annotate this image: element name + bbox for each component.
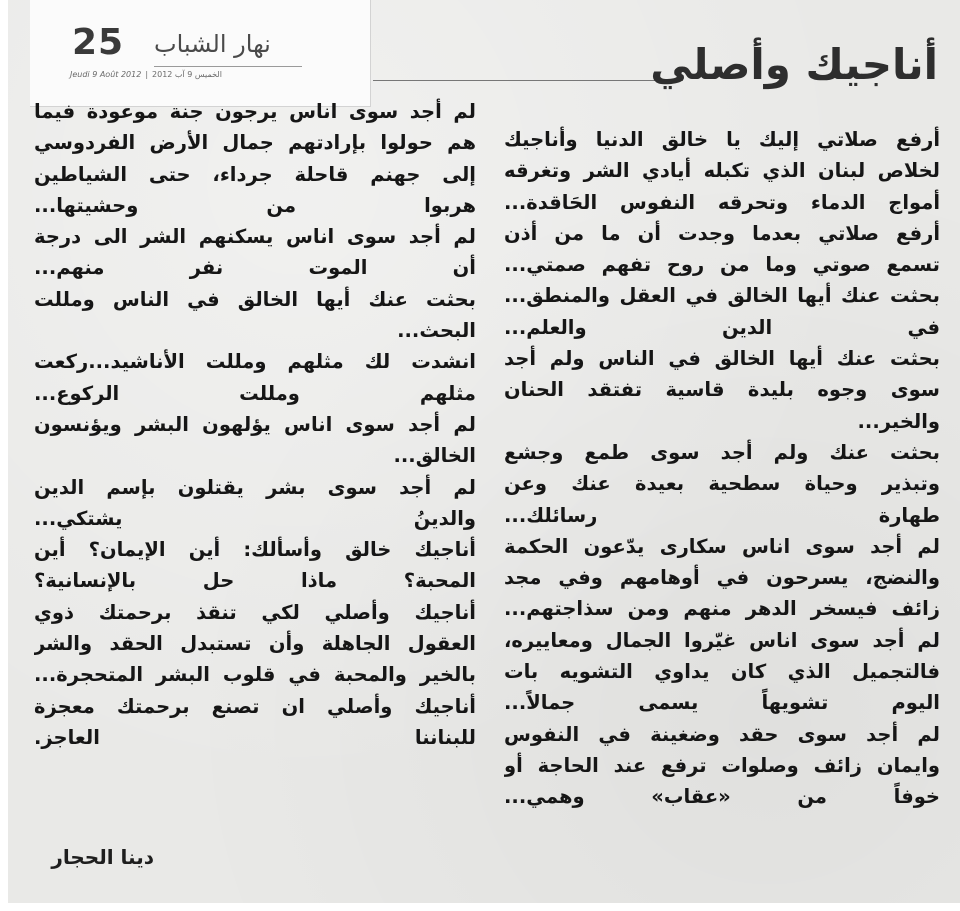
article-line: مثلهم ومللت الركوع... xyxy=(34,381,476,405)
article-line xyxy=(504,124,940,155)
title-rule xyxy=(373,80,683,81)
article-line: سوى وجوه بليدة قاسية تفتقد الحنان xyxy=(504,378,940,402)
lead-word: أرفع xyxy=(896,128,940,151)
article-line: هربوا من وحشيتها... xyxy=(34,193,476,217)
masthead xyxy=(30,0,371,107)
article-line: أمواج الدماء وتحرقه النفوس الحَاقدة... xyxy=(504,190,940,214)
article-line: لم أجد سوى اناس يؤلهون البشر ويؤنسون xyxy=(34,412,476,436)
article-line: هم حولوا بإرادتهم جمال الأرض الفردوسي xyxy=(34,131,476,155)
masthead-date xyxy=(70,70,222,79)
section-name: نهار الشباب xyxy=(154,30,271,58)
article-line: طهارة رسائلك... xyxy=(504,503,940,527)
article-line: إلى جهنم قاحلة جرداء، حتى الشياطين xyxy=(34,162,476,186)
article-line: بحثت عنك ولم أجد سوى طمع وجشع xyxy=(504,440,940,464)
article-line: بحثت عنك أيها الخالق في الناس ومللت xyxy=(34,287,476,311)
article-column-left xyxy=(34,96,476,753)
article-line: لخلاص لبنان الذي تكبله أيادي الشر وتغرقه xyxy=(504,159,940,183)
article-line: انشدت لك مثلهم ومللت الأناشيد...ركعت xyxy=(34,350,476,374)
article-line: أناجيك وأصلي لكي تنقذ برحمتك ذوي xyxy=(34,600,476,624)
article-line: أرفع صلاتي بعدما وجدت أن ما من أذن xyxy=(504,221,940,245)
article-line: للبناننا العاجز. xyxy=(34,725,476,749)
article-line-text: صلاتي إليك يا خالق الدنيا وأناجيك xyxy=(504,128,896,151)
article-column-right xyxy=(504,124,940,813)
date-year: 2012 xyxy=(152,70,173,79)
article-line: والنضج، يسرحون في أوهامهم وفي مجد xyxy=(504,566,940,590)
article-line: لم أجد سوى اناس غيّروا الجمال ومعاييره، xyxy=(504,628,940,652)
article-line: لم أجد سوى اناس يرجون جنة موعودة فيما xyxy=(34,100,476,123)
article-line: أن الموت نفر منهم... xyxy=(34,256,476,280)
article-line: لم أجد سوى حقد وضغينة في النفوس xyxy=(504,722,940,746)
page-number: 25 xyxy=(72,22,125,63)
article-line: والدينُ يشتكي... xyxy=(34,506,476,530)
article-line: أناجيك وأصلي ان تصنع برحمتك معجزة xyxy=(34,694,476,718)
article-line: تسمع صوتي وما من روح تفهم صمتي... xyxy=(504,253,940,277)
article-line: بحثت عنك أيها الخالق في الناس ولم أجد xyxy=(504,347,940,371)
article-line: زائف فيسخر الدهر منهم ومن سذاجتهم... xyxy=(504,597,940,621)
article-line: لم أجد سوى بشر يقتلون بإسم الدين xyxy=(34,475,476,499)
article-line: بالخير والمحبة في قلوب البشر المتحجرة... xyxy=(34,663,476,687)
article-line: اليوم تشويهاً يسمى جمالاً... xyxy=(504,691,940,715)
article-line: بحثت عنك أيها الخالق في العقل والمنطق... xyxy=(504,284,940,308)
article-line: المحبة؟ ماذا حل بالإنسانية؟ xyxy=(34,569,476,593)
date-arabic: الخميس 9 آب xyxy=(174,70,222,79)
article-line: والخير... xyxy=(857,409,940,433)
article-line: أناجيك خالق وأسألك: أين الإيمان؟ أين xyxy=(34,538,476,562)
article-author: دينا الحجار xyxy=(51,845,154,869)
article-line: لم أجد سوى اناس يسكنهم الشر الى درجة xyxy=(34,225,476,249)
masthead-rule xyxy=(154,66,302,67)
article-line: خوفاً من «عقاب» وهمي... xyxy=(504,785,940,809)
article-line: لم أجد سوى اناس سكارى يدّعون الحكمة xyxy=(504,534,940,558)
article-line: فالتجميل الذي كان يداوي التشويه بات xyxy=(504,660,940,684)
article-line: وتبذير وحياة سطحية بعيدة عنك وعن xyxy=(504,472,940,496)
article-line: في الدين والعلم... xyxy=(504,315,940,339)
article-line: وايمان زائف وصلوات ترفع عند الحاجة أو xyxy=(504,753,940,777)
article-line: البحث... xyxy=(397,319,476,343)
article-line: العقول الجاهلة وأن تستبدل الحقد والشر xyxy=(34,632,476,656)
article-title: أناجيك وأصلي xyxy=(650,40,938,89)
article-line: الخالق... xyxy=(393,444,476,468)
date-separator: | xyxy=(145,70,149,79)
newspaper-page xyxy=(8,0,960,903)
date-french: Jeudi 9 Août 2012 xyxy=(70,70,142,79)
